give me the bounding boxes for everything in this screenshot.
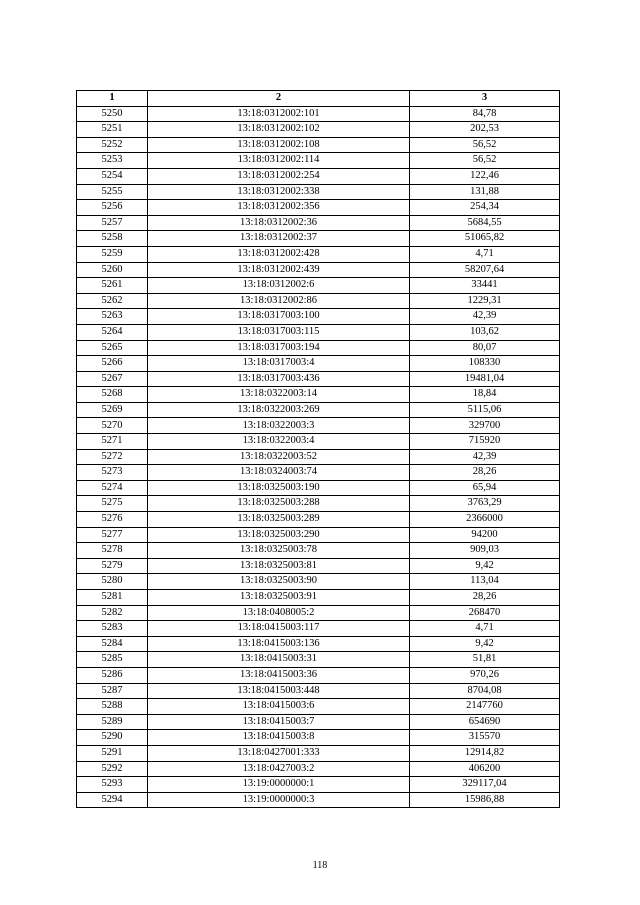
table-row xyxy=(77,293,560,309)
table-row xyxy=(77,387,560,403)
value-cell: 9,42 xyxy=(410,636,560,652)
value-cell: 8704,08 xyxy=(410,683,560,699)
table-row xyxy=(77,153,560,169)
column-header-1: 1 xyxy=(77,91,148,107)
cadastral-number-cell: 13:18:0312002:36 xyxy=(148,215,410,231)
value-cell: 28,26 xyxy=(410,465,560,481)
row-number-cell: 5293 xyxy=(77,777,148,793)
cadastral-number-cell: 13:18:0312002:338 xyxy=(148,184,410,200)
row-number-cell: 5284 xyxy=(77,636,148,652)
row-number-cell: 5280 xyxy=(77,574,148,590)
cadastral-number-cell: 13:19:0000000:3 xyxy=(148,792,410,808)
cadastral-number-cell: 13:18:0312002:254 xyxy=(148,168,410,184)
row-number-cell: 5267 xyxy=(77,371,148,387)
cadastral-number-cell: 13:18:0325003:91 xyxy=(148,590,410,606)
value-cell: 113,04 xyxy=(410,574,560,590)
cadastral-number-cell: 13:18:0415003:117 xyxy=(148,621,410,637)
column-header-2: 2 xyxy=(148,91,410,107)
table-row xyxy=(77,168,560,184)
cadastral-number-cell: 13:18:0312002:439 xyxy=(148,262,410,278)
table-row xyxy=(77,309,560,325)
row-number-cell: 5260 xyxy=(77,262,148,278)
row-number-cell: 5279 xyxy=(77,558,148,574)
row-number-cell: 5282 xyxy=(77,605,148,621)
row-number-cell: 5294 xyxy=(77,792,148,808)
row-number-cell: 5285 xyxy=(77,652,148,668)
value-cell: 1229,31 xyxy=(410,293,560,309)
cadastral-number-cell: 13:18:0427003:2 xyxy=(148,761,410,777)
cadastral-number-cell: 13:18:0312002:37 xyxy=(148,231,410,247)
table-row xyxy=(77,761,560,777)
cadastral-number-cell: 13:18:0324003:74 xyxy=(148,465,410,481)
cadastral-number-cell: 13:18:0427001:333 xyxy=(148,745,410,761)
row-number-cell: 5264 xyxy=(77,324,148,340)
row-number-cell: 5261 xyxy=(77,278,148,294)
cadastral-number-cell: 13:18:0415003:6 xyxy=(148,699,410,715)
value-cell: 80,07 xyxy=(410,340,560,356)
table-row xyxy=(77,246,560,262)
value-cell: 12914,82 xyxy=(410,745,560,761)
cadastral-number-cell: 13:18:0317003:100 xyxy=(148,309,410,325)
row-number-cell: 5292 xyxy=(77,761,148,777)
data-table xyxy=(76,90,560,808)
cadastral-number-cell: 13:18:0415003:36 xyxy=(148,667,410,683)
value-cell: 42,39 xyxy=(410,449,560,465)
value-cell: 94200 xyxy=(410,527,560,543)
row-number-cell: 5256 xyxy=(77,200,148,216)
row-number-cell: 5258 xyxy=(77,231,148,247)
table-row xyxy=(77,262,560,278)
table-row xyxy=(77,465,560,481)
cadastral-number-cell: 13:19:0000000:1 xyxy=(148,777,410,793)
cadastral-number-cell: 13:18:0325003:290 xyxy=(148,527,410,543)
cadastral-number-cell: 13:18:0322003:52 xyxy=(148,449,410,465)
table-row xyxy=(77,621,560,637)
value-cell: 28,26 xyxy=(410,590,560,606)
cadastral-number-cell: 13:18:0325003:90 xyxy=(148,574,410,590)
cadastral-number-cell: 13:18:0415003:7 xyxy=(148,714,410,730)
cadastral-number-cell: 13:18:0325003:190 xyxy=(148,480,410,496)
table-row xyxy=(77,122,560,138)
table-row xyxy=(77,434,560,450)
row-number-cell: 5262 xyxy=(77,293,148,309)
row-number-cell: 5274 xyxy=(77,480,148,496)
value-cell: 84,78 xyxy=(410,106,560,122)
table-row xyxy=(77,324,560,340)
page-number: 118 xyxy=(312,860,328,871)
cadastral-number-cell: 13:18:0415003:448 xyxy=(148,683,410,699)
row-number-cell: 5291 xyxy=(77,745,148,761)
cadastral-number-cell: 13:18:0322003:3 xyxy=(148,418,410,434)
cadastral-number-cell: 13:18:0312002:108 xyxy=(148,137,410,153)
row-number-cell: 5266 xyxy=(77,356,148,372)
value-cell: 2366000 xyxy=(410,512,560,528)
cadastral-number-cell: 13:18:0415003:8 xyxy=(148,730,410,746)
value-cell: 15986,88 xyxy=(410,792,560,808)
cadastral-number-cell: 13:18:0408005:2 xyxy=(148,605,410,621)
value-cell: 33441 xyxy=(410,278,560,294)
value-cell: 103,62 xyxy=(410,324,560,340)
cadastral-number-cell: 13:18:0312002:86 xyxy=(148,293,410,309)
table-row xyxy=(77,512,560,528)
value-cell: 970,26 xyxy=(410,667,560,683)
value-cell: 202,53 xyxy=(410,122,560,138)
row-number-cell: 5275 xyxy=(77,496,148,512)
table-row xyxy=(77,605,560,621)
row-number-cell: 5255 xyxy=(77,184,148,200)
value-cell: 65,94 xyxy=(410,480,560,496)
value-cell: 18,84 xyxy=(410,387,560,403)
row-number-cell: 5276 xyxy=(77,512,148,528)
cadastral-number-cell: 13:18:0312002:102 xyxy=(148,122,410,138)
table-row xyxy=(77,683,560,699)
table-row xyxy=(77,371,560,387)
value-cell: 56,52 xyxy=(410,153,560,169)
row-number-cell: 5286 xyxy=(77,667,148,683)
cadastral-number-cell: 13:18:0415003:31 xyxy=(148,652,410,668)
table-row xyxy=(77,699,560,715)
table-row xyxy=(77,418,560,434)
value-cell: 909,03 xyxy=(410,543,560,559)
table-row xyxy=(77,106,560,122)
row-number-cell: 5283 xyxy=(77,621,148,637)
cadastral-number-cell: 13:18:0317003:436 xyxy=(148,371,410,387)
row-number-cell: 5269 xyxy=(77,402,148,418)
row-number-cell: 5289 xyxy=(77,714,148,730)
row-number-cell: 5270 xyxy=(77,418,148,434)
row-number-cell: 5271 xyxy=(77,434,148,450)
value-cell: 108330 xyxy=(410,356,560,372)
row-number-cell: 5288 xyxy=(77,699,148,715)
cadastral-number-cell: 13:18:0317003:4 xyxy=(148,356,410,372)
cadastral-number-cell: 13:18:0325003:288 xyxy=(148,496,410,512)
cadastral-number-cell: 13:18:0312002:6 xyxy=(148,278,410,294)
cadastral-number-cell: 13:18:0322003:14 xyxy=(148,387,410,403)
table-row xyxy=(77,449,560,465)
table-row xyxy=(77,652,560,668)
table-row xyxy=(77,590,560,606)
table-row xyxy=(77,730,560,746)
row-number-cell: 5281 xyxy=(77,590,148,606)
row-number-cell: 5273 xyxy=(77,465,148,481)
table-row xyxy=(77,792,560,808)
cadastral-number-cell: 13:18:0322003:4 xyxy=(148,434,410,450)
cadastral-number-cell: 13:18:0312002:114 xyxy=(148,153,410,169)
table-row xyxy=(77,340,560,356)
table-row xyxy=(77,527,560,543)
value-cell: 4,71 xyxy=(410,246,560,262)
cadastral-number-cell: 13:18:0312002:101 xyxy=(148,106,410,122)
value-cell: 19481,04 xyxy=(410,371,560,387)
value-cell: 4,71 xyxy=(410,621,560,637)
cadastral-number-cell: 13:18:0415003:136 xyxy=(148,636,410,652)
value-cell: 131,88 xyxy=(410,184,560,200)
table-row xyxy=(77,777,560,793)
cadastral-number-cell: 13:18:0317003:115 xyxy=(148,324,410,340)
cadastral-number-cell: 13:18:0312002:356 xyxy=(148,200,410,216)
row-number-cell: 5252 xyxy=(77,137,148,153)
value-cell: 715920 xyxy=(410,434,560,450)
row-number-cell: 5290 xyxy=(77,730,148,746)
row-number-cell: 5277 xyxy=(77,527,148,543)
value-cell: 5115,06 xyxy=(410,402,560,418)
value-cell: 2147760 xyxy=(410,699,560,715)
row-number-cell: 5250 xyxy=(77,106,148,122)
table-body xyxy=(77,106,560,808)
row-number-cell: 5259 xyxy=(77,246,148,262)
table-row xyxy=(77,714,560,730)
row-number-cell: 5265 xyxy=(77,340,148,356)
value-cell: 9,42 xyxy=(410,558,560,574)
table-row xyxy=(77,215,560,231)
value-cell: 268470 xyxy=(410,605,560,621)
table-row xyxy=(77,496,560,512)
value-cell: 56,52 xyxy=(410,137,560,153)
row-number-cell: 5263 xyxy=(77,309,148,325)
table-row xyxy=(77,200,560,216)
row-number-cell: 5253 xyxy=(77,153,148,169)
row-number-cell: 5251 xyxy=(77,122,148,138)
table-row xyxy=(77,480,560,496)
table-row xyxy=(77,667,560,683)
table-row xyxy=(77,574,560,590)
row-number-cell: 5287 xyxy=(77,683,148,699)
header-row xyxy=(77,91,560,107)
table-row xyxy=(77,543,560,559)
value-cell: 122,46 xyxy=(410,168,560,184)
column-header-3: 3 xyxy=(410,91,560,107)
cadastral-number-cell: 13:18:0312002:428 xyxy=(148,246,410,262)
value-cell: 5684,55 xyxy=(410,215,560,231)
row-number-cell: 5278 xyxy=(77,543,148,559)
table-row xyxy=(77,231,560,247)
value-cell: 3763,29 xyxy=(410,496,560,512)
cadastral-number-cell: 13:18:0322003:269 xyxy=(148,402,410,418)
table-row xyxy=(77,184,560,200)
table-row xyxy=(77,356,560,372)
table-row xyxy=(77,558,560,574)
value-cell: 329117,04 xyxy=(410,777,560,793)
value-cell: 58207,64 xyxy=(410,262,560,278)
row-number-cell: 5268 xyxy=(77,387,148,403)
table-row xyxy=(77,636,560,652)
value-cell: 315570 xyxy=(410,730,560,746)
value-cell: 51065,82 xyxy=(410,231,560,247)
row-number-cell: 5272 xyxy=(77,449,148,465)
table-row xyxy=(77,278,560,294)
cadastral-number-cell: 13:18:0325003:81 xyxy=(148,558,410,574)
value-cell: 51,81 xyxy=(410,652,560,668)
value-cell: 654690 xyxy=(410,714,560,730)
value-cell: 254,34 xyxy=(410,200,560,216)
cadastral-number-cell: 13:18:0325003:78 xyxy=(148,543,410,559)
value-cell: 406200 xyxy=(410,761,560,777)
row-number-cell: 5257 xyxy=(77,215,148,231)
cadastral-number-cell: 13:18:0325003:289 xyxy=(148,512,410,528)
table-row xyxy=(77,745,560,761)
value-cell: 42,39 xyxy=(410,309,560,325)
table-row xyxy=(77,137,560,153)
value-cell: 329700 xyxy=(410,418,560,434)
cadastral-number-cell: 13:18:0317003:194 xyxy=(148,340,410,356)
row-number-cell: 5254 xyxy=(77,168,148,184)
table-row xyxy=(77,402,560,418)
